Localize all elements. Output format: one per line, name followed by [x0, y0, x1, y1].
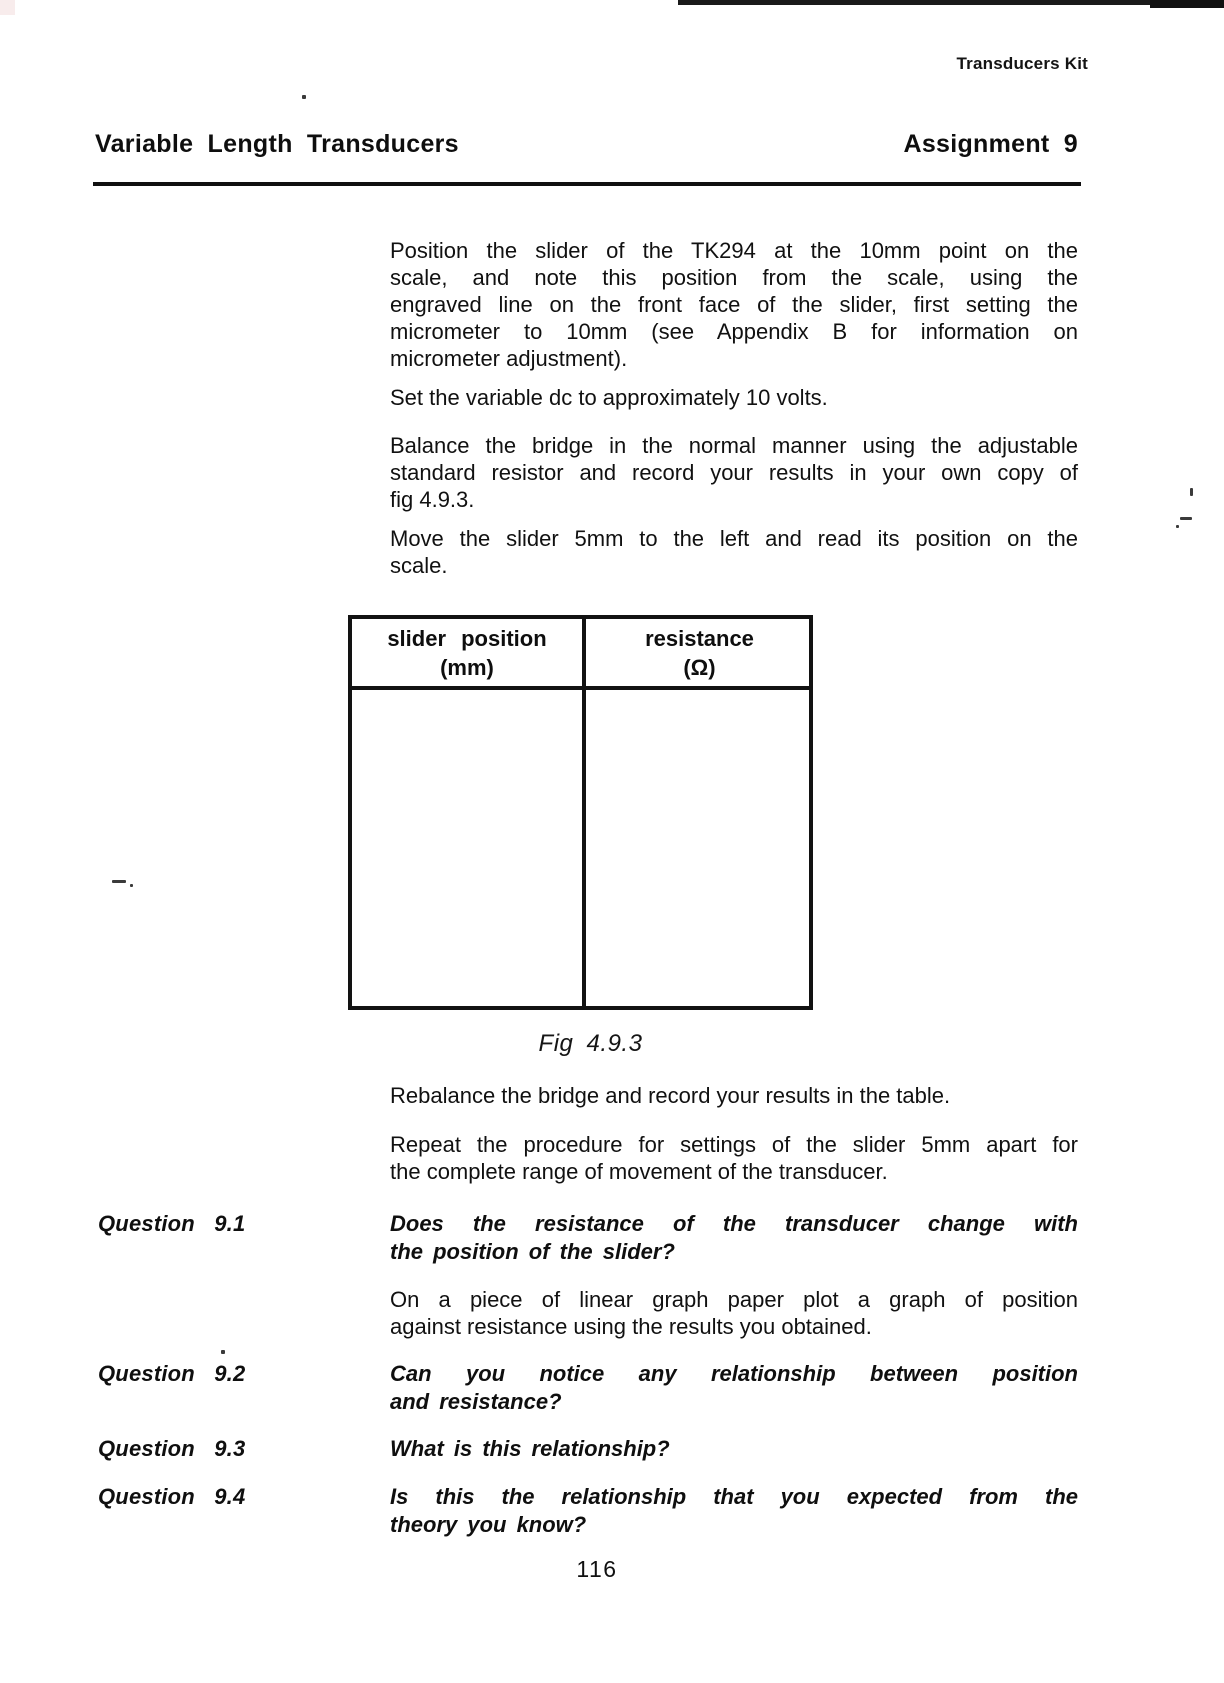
- question-text-9-3: What is this relationship?: [390, 1436, 670, 1461]
- scan-speck: [130, 884, 133, 887]
- scan-speck: [1190, 488, 1193, 496]
- paragraph-repeat: Repeat the procedure for settings of the slider 5mm apart for the complete range of movement of the transducer.: [390, 1132, 1078, 1184]
- scan-speck: [302, 95, 306, 99]
- table-header-divider: [352, 686, 809, 690]
- figure-caption: Fig 4.9.3: [538, 1030, 643, 1057]
- document-kit-name: Transducers Kit: [956, 54, 1088, 73]
- paragraph-rebalance: Rebalance the bridge and record your results in the table.: [390, 1083, 951, 1108]
- page-number: 116: [576, 1556, 618, 1582]
- title-bar: [95, 130, 1078, 159]
- question-text-9-4: Is this the relationship that you expected from the theory you know?: [390, 1484, 1078, 1537]
- question-label-9-1: Question 9.1: [98, 1211, 246, 1236]
- question-text-9-2: Can you notice any relationship between position and resistance?: [390, 1361, 1078, 1414]
- assignment-number: Assignment 9: [903, 130, 1078, 158]
- scan-speck: [112, 880, 126, 883]
- results-table: [348, 615, 813, 1010]
- scan-edge-bar-end: [1150, 0, 1224, 8]
- scan-corner-tint: [0, 0, 15, 15]
- paragraph-graph-paper: On a piece of linear graph paper plot a graph of position against resistance using the results you obtained.: [390, 1287, 1078, 1339]
- question-label-9-4: Question 9.4: [98, 1484, 246, 1509]
- question-text-9-1: Does the resistance of the transducer change with the position of the slider?: [390, 1211, 1078, 1264]
- scan-speck: [1180, 517, 1192, 520]
- paragraph-position-slider: Position the slider of the TK294 at the 10mm point on the scale, and note this position from the scale, using the engraved line on the front face of the slider, first setting the micrometer to 10mm (see Appendix B for information on micrometer adjustment).: [390, 238, 1078, 371]
- scan-speck: [1176, 525, 1179, 528]
- column-header-resistance: resistance (Ω): [645, 625, 754, 680]
- column-header-slider-position: slider position (mm): [387, 625, 547, 680]
- question-label-9-3: Question 9.3: [98, 1436, 246, 1461]
- scan-speck: [221, 1350, 225, 1354]
- paragraph-set-dc: Set the variable dc to approximately 10 volts.: [390, 385, 828, 410]
- paragraph-balance-bridge: Balance the bridge in the normal manner using the adjustable standard resistor and record your results in your own copy of fig 4.9.3.: [390, 433, 1078, 512]
- scan-edge-bar: [678, 0, 1150, 5]
- section-title: Variable Length Transducers: [95, 130, 459, 158]
- question-label-9-2: Question 9.2: [98, 1361, 246, 1386]
- paragraph-move-slider: Move the slider 5mm to the left and read its position on the scale.: [390, 526, 1078, 578]
- header-rule: [93, 182, 1081, 186]
